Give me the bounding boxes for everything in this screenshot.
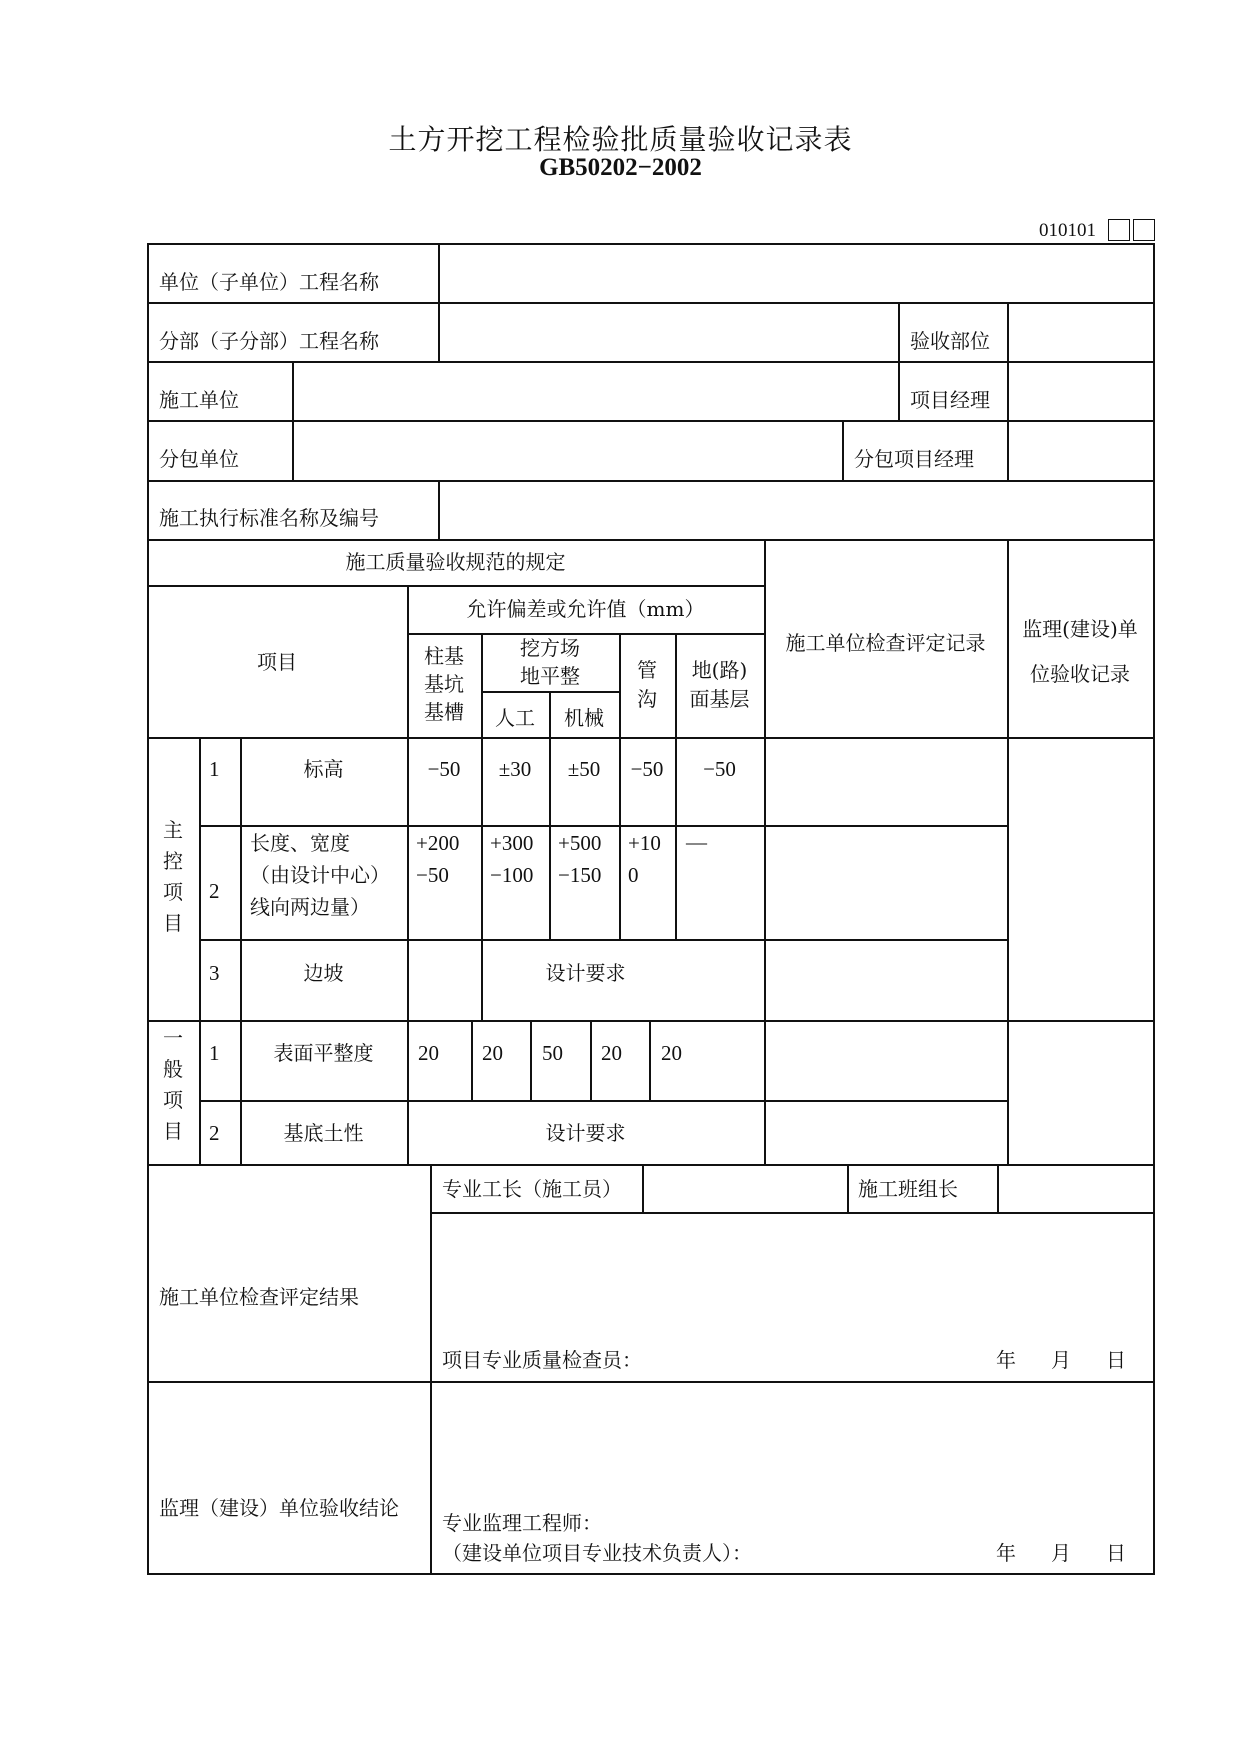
conclusion-month: 月: [1051, 1541, 1071, 1565]
general-row1-v1: 20: [418, 1041, 439, 1065]
main-row1-v4: −50: [630, 757, 664, 781]
main-row2-v2: +300 −100: [490, 831, 534, 887]
general-row1-name: 表面平整度: [273, 1041, 374, 1065]
main-row3-no: 3: [209, 961, 220, 985]
main-row1-v2: ±30: [498, 757, 532, 781]
check-result-label: 施工单位检查评定结果: [159, 1285, 359, 1309]
team-leader-label: 施工班组长: [858, 1177, 958, 1201]
conclusion-label: 监理（建设）单位验收结论: [159, 1496, 399, 1520]
form-code-box-1[interactable]: [1108, 219, 1130, 241]
general-row1-no: 1: [209, 1041, 220, 1065]
form-code: 010101: [1039, 220, 1096, 241]
main-row2-v1: +200 −50: [416, 831, 460, 887]
col-pipe-header: 管 沟: [637, 658, 657, 711]
main-items-label: 主控项目: [163, 818, 183, 935]
item-header: 项目: [257, 650, 297, 674]
main-row2-v4: +10 0: [628, 831, 661, 887]
col-road-header: 地(路) 面基层: [689, 658, 750, 711]
main-row2-v3: +500 −150: [558, 831, 602, 887]
general-row2-value: 设计要求: [545, 1121, 626, 1145]
standard-code: GB50202−2002: [539, 154, 702, 181]
foreman-label: 专业工长（施工员）: [442, 1177, 622, 1201]
supervision-header: 监理(建设)单 位验收记录: [1022, 617, 1138, 686]
general-items-label: 一般项目: [163, 1026, 183, 1143]
construction-unit-label: 施工单位: [159, 388, 239, 412]
main-row3-name: 边坡: [303, 961, 344, 985]
spec-title: 施工质量验收规范的规定: [345, 550, 566, 574]
general-row1-v2: 20: [482, 1041, 503, 1065]
tolerance-header: 允许偏差或允许值（mm）: [466, 597, 705, 621]
project-manager-label: 项目经理: [910, 388, 990, 412]
standard-label: 施工执行标准名称及编号: [159, 506, 379, 530]
owner-rep-label: （建设单位项目专业技术负责人）：: [442, 1541, 752, 1565]
general-row2-no: 2: [209, 1121, 220, 1145]
main-row1-no: 1: [209, 757, 220, 781]
acceptance-part-label: 验收部位: [910, 329, 990, 353]
general-row1-v5: 20: [661, 1041, 682, 1065]
conclusion-day: 日: [1106, 1541, 1126, 1565]
general-row2-name: 基底土性: [283, 1121, 364, 1145]
subcontract-unit-label: 分包单位: [159, 447, 239, 471]
col-site-header: 挖方场 地平整: [520, 636, 580, 688]
inspector-label: 项目专业质量检查员：: [442, 1348, 642, 1372]
check-record-header: 施工单位检查评定记录: [785, 631, 986, 655]
main-row2-no: 2: [209, 879, 220, 903]
general-row1-v3: 50: [542, 1041, 563, 1065]
result-month: 月: [1051, 1348, 1071, 1372]
main-row1-name: 标高: [303, 757, 344, 781]
general-row1-v4: 20: [601, 1041, 622, 1065]
form-code-box-2[interactable]: [1133, 219, 1155, 241]
result-year: 年: [996, 1348, 1016, 1372]
engineer-label: 专业监理工程师：: [442, 1511, 602, 1535]
division-name-label: 分部（子分部）工程名称: [159, 329, 379, 353]
form-title: 土方开挖工程检验批质量验收记录表: [388, 123, 853, 156]
main-row3-value: 设计要求: [545, 961, 626, 985]
unit-name-label: 单位（子单位）工程名称: [159, 270, 379, 294]
main-row1-v5: −50: [703, 757, 736, 781]
conclusion-year: 年: [996, 1541, 1016, 1565]
main-row1-v1: −50: [427, 757, 461, 781]
main-row2-name: 长度、宽度 （由设计中心） 线向两边量）: [250, 831, 390, 919]
main-row1-v3: ±50: [567, 757, 601, 781]
subcontract-manager-label: 分包项目经理: [854, 447, 974, 471]
col-pit-header: 柱基 基坑 基槽: [424, 644, 464, 724]
col-machine-header: 机械: [564, 706, 604, 730]
result-day: 日: [1106, 1348, 1126, 1372]
main-row2-v5: —: [686, 830, 707, 854]
col-manual-header: 人工: [495, 706, 535, 730]
